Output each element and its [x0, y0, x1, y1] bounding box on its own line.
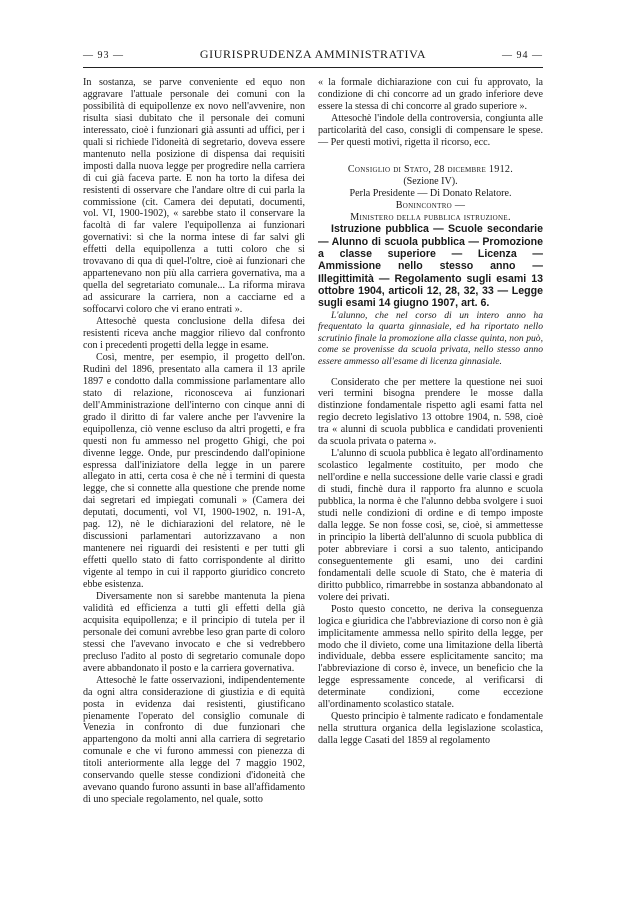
paragraph: Così, mentre, per esempio, il progetto dell'on. Rudinì del 1896, presentato alla camera il 13 aprile 1897 e condotto dalla commissione parlamentare allo stato di relazione, riconosceva ai funzionari dell'Amministrazione dell'interno con cinque anni di grado il diritto di far valere anche per l'avvenire la equipollenza, ciò venne escluso da altri progetti, e fra questi non fu ammesso nel progetto Ghigi, che poi divenne legge. Onde, pur prescindendo dall'opinione espressa dall'iniziatore della legge in un parere allegato in atti, certa cosa è che nè i termini di questa legge, che si connette alla questione che prende nome dai segretari ed impiegati comunali » (Camera dei deputati, documenti, vol VI, 1900-1902, n. 191-A, pag. 12), nè le dichiarazioni del relatore, nè le discussioni parlamentari autorizzavano a non mantenere nei riguardi dei resistenti e per tutti gli effetti quello stato di fatto corrispondente al diritto vigente al tempo in cui il rapporto giuridico concreto ebbe esistenza.: [83, 351, 305, 591]
paragraph: In sostanza, se parve conveniente ed equo non aggravare l'attuale personale dei comuni con la possibilità di equipollenze ex novo nell'avvenire, non risulta siasi dubitato che il personale dei comuni interessato, cioè i funzionari già assunti ad uffici, per i quali si richiede l'idoneità di segretario, doveva essere mantenuto nella posizione di dispensa dai requisiti imposti dalla nuova legge per progredire nella carriera di cui già faceva parte. E non ha torto la difesa dei resistenti di osservare che l'andare oltre di cui parla la commissione (cit. Camera dei deputati, documenti, vol. VI, 1900-1902), « sarebbe stato il conservare la facoltà di far valere l'equipollenza ai funzionari governativi: sì che la norma intese di far salvi gli effetti della equipollenza a tutti coloro che si trovavano di qua di quel-l'oltre, cioè ai funzionari che appartenevano non più alla carriera governativa, ma a quella del segretariato comunale... La riforma mirava ad assicurare la carriera, non a cacciarne ed a soffocarvi coloro che vi erano entrati ».: [83, 77, 305, 316]
running-title: GIURISPRUDENZA AMMINISTRATIVA: [199, 47, 427, 61]
decision-line: Consiglio di Stato, 28 dicembre 1912.: [347, 163, 514, 175]
paragraph: Diversamente non si sarebbe mantenuta la piena validità ed efficienza a tutti gli effetti della già acquisita equipollenza; e il principio di tutela per il personale dei comuni avrebbe leso gran parte di coloro stessi che l'avevano invocato e che si vedrebbero precluso l'adito al posto di segretario comunale dopo avere abbandonato il posto e la carriera governativa.: [83, 590, 305, 674]
paragraph: « la formale dichiarazione con cui fu approvato, la condizione di chi concorre ad un grado inferiore deve essere la stessa di chi concorre al grado superiore ».: [318, 77, 543, 112]
paragraph: Questo principio è talmente radicato e fondamentale nella struttura organica della legislazione scolastica, dalla legge Casati del 1859 al regolamento: [318, 711, 543, 747]
right-column: [318, 77, 543, 747]
page-number-left: — 93 —: [83, 50, 124, 61]
parties-line: Bonincontro —: [395, 199, 466, 211]
page-header: [83, 47, 543, 65]
paragraph: Considerato che per mettere la questione nei suoi veri termini bisogna prendere le mosse dalla distinzione fondamentale rispetto agli esami fatta nel regio decreto legislativo 13 ottobre 1904, n. 598, cioè tra « alunni di scuola pubblica e candidati provenienti da scuola privata o paterna ».: [318, 376, 543, 448]
page-number-right: — 94 —: [502, 50, 543, 61]
case-headline: Istruzione pubblica — Scuole secondarie — Alunno di scuola pubblica — Promozione a classe superiore — Licenza — Ammissione nello stesso anno — Illegittimità — Regolamento sugli esami 13 ottobre 1904, articoli 12, 28, 32, 33 — Legge sugli esami 14 giugno 1907, art. 6.: [318, 223, 543, 310]
paragraph: Posto questo concetto, ne deriva la conseguenza logica e giuridica che l'abbreviazione di corso non è già implicitamente ammessa nello spirito della legge, per modo che il divieto, come una limitazione della libertà individuale, debba essere esplicitamente sancito; ma l'abbreviazione di corso è, invece, un beneficio che la legge espressamente concede, al verificarsi di determinate condizioni, come eccezione all'ordinamento scolastico statale.: [318, 603, 543, 711]
ministry-line: Ministero della pubblica istruzione.: [350, 211, 511, 223]
left-column: [83, 77, 305, 806]
president-line: Perla Presidente — Di Donato Relatore.: [349, 187, 512, 199]
section-label: (Sezione IV).: [403, 175, 458, 187]
paragraph: Attesochè le fatte osservazioni, indipendentemente da ogni altra considerazione di giustizia e di equità posta in evidenza dai resistenti, giustificano pienamente l'operato del consiglio comunale di Venezia in confronto di due funzionari che appartengono da molti anni alla carriera di segretario comunale e che vi furono ammessi con pienezza di titoli anteriormente alla legge del 7 maggio 1902, conservando quelle stesse condizioni d'idoneità che avevano quando furono assunti in base all'affidamento di uno speciale regolamento, nel quale, sotto: [83, 674, 305, 806]
case-summary: L'alunno, che nel corso di un intero anno ha frequentato la quarta ginnasiale, ed ha riportato nello scrutinio finale la promozione alla classe quinta, non può, come se provenisse da scuola privata, nello stesso anno essere ammesso all'esame di licenza ginnasiale.: [318, 309, 543, 367]
paragraph: Attesochè questa conclusione della difesa dei resistenti riceva anche maggior rilievo dal confronto con i precedenti progetti della legge in esame.: [83, 316, 305, 351]
paragraph: Attesochè l'indole della controversia, congiunta alle particolarità del caso, consigli di compensare le spese. — Per questi motivi, rigetta il ricorso, ecc.: [318, 112, 543, 148]
paragraph: L'alunno di scuola pubblica è legato all'ordinamento scolastico legalmente costituito, per modo che nell'ordine e nella successione delle varie classi e gradi di studi, finchè dura il rapporto fra alunno e scuola pubblica, la norma è che l'alunno debba svolgere i suoi studi nelle condizioni di ordine e di tempo imposte dalla legge. Se non fosse così, se, cioè, si ammettesse in principio la libertà dell'alunno di scuola pubblica di poter abbreviare i corsi a suo talento, anticipando conseguentemente gli esami, uno dei cardini fondamentali delle scuole di Stato, che è materia di diritto pubblico, rimarrebbe in sostanza abbandonato al volere dei privati.: [318, 448, 543, 603]
header-rule: [83, 67, 543, 68]
